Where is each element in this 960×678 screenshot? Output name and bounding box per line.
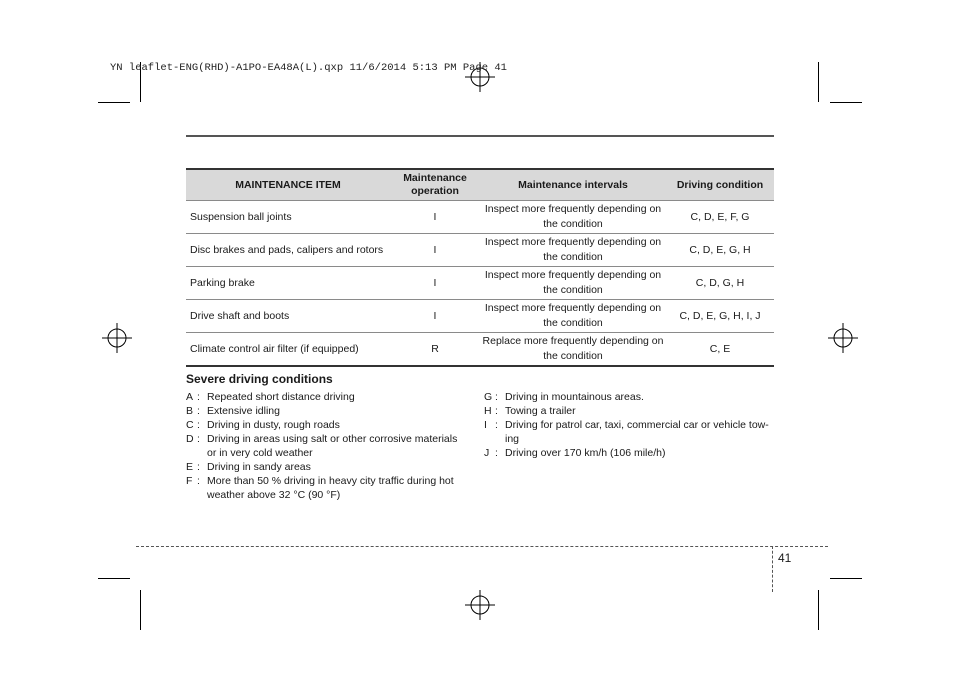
print-slug: YN leaflet-ENG(RHD)-A1PO-EA48A(L).qxp 11/6/2014 5:13 PM Page 41: [110, 62, 507, 74]
cell-operation: R: [390, 333, 480, 367]
condition-key: E: [186, 461, 194, 473]
list-item: E : Driving in sandy areas: [186, 460, 466, 474]
cell-interval: Inspect more frequently depending on the condition: [480, 267, 666, 300]
list-item: A : Repeated short distance driving: [186, 390, 466, 404]
condition-key: H: [484, 405, 492, 417]
footer-rule: [136, 546, 828, 547]
table-header-row: [186, 169, 774, 201]
list-item: G : Driving in mountainous areas.: [484, 390, 774, 404]
registration-mark-bottom: [465, 590, 495, 620]
condition-key: I: [484, 419, 487, 431]
crop-mark: [98, 102, 130, 103]
conditions-list-left: [186, 390, 466, 502]
condition-text: Driving for patrol car, taxi, commercial car or vehicle tow-ing: [505, 419, 769, 445]
page-number: 41: [778, 551, 792, 565]
crop-mark: [818, 590, 819, 630]
cell-operation: I: [390, 234, 480, 267]
header-maintenance-operation: Maintenance operation: [390, 169, 480, 201]
condition-text: Driving in mountainous areas.: [505, 391, 644, 403]
crop-mark: [98, 578, 130, 579]
table-row: [186, 300, 774, 333]
cell-item: Drive shaft and boots: [186, 300, 390, 333]
maintenance-table: [186, 168, 774, 367]
list-item: I : Driving for patrol car, taxi, commercial car or vehicle tow-ing: [484, 418, 774, 446]
condition-key: D: [186, 433, 194, 445]
header-maintenance-item: MAINTENANCE ITEM: [186, 169, 390, 201]
cell-condition: C, E: [666, 333, 774, 367]
cell-interval: Inspect more frequently depending on the condition: [480, 201, 666, 234]
list-item: B : Extensive idling: [186, 404, 466, 418]
crop-mark: [830, 102, 862, 103]
cell-interval: Inspect more frequently depending on the condition: [480, 234, 666, 267]
list-item: D : Driving in areas using salt or other corrosive materials or in very cold weather: [186, 432, 466, 460]
cell-item: Disc brakes and pads, calipers and rotors: [186, 234, 390, 267]
cell-interval: Inspect more frequently depending on the condition: [480, 300, 666, 333]
table-row: [186, 234, 774, 267]
cell-operation: I: [390, 267, 480, 300]
list-item: J : Driving over 170 km/h (106 mile/h): [484, 446, 774, 460]
section-title: Severe driving conditions: [186, 372, 333, 386]
list-item: C : Driving in dusty, rough roads: [186, 418, 466, 432]
table-row: [186, 201, 774, 234]
condition-key: A: [186, 391, 194, 403]
condition-key: B: [186, 405, 194, 417]
header-rule: [186, 135, 774, 137]
cell-operation: I: [390, 201, 480, 234]
crop-mark: [830, 578, 862, 579]
table-row: [186, 333, 774, 367]
conditions-list-right: [484, 390, 774, 460]
cell-condition: C, D, E, G, H, I, J: [666, 300, 774, 333]
condition-text: Driving in areas using salt or other corrosive materials or in very cold weather: [207, 433, 458, 459]
condition-key: F: [186, 475, 193, 487]
cell-operation: I: [390, 300, 480, 333]
condition-text: Extensive idling: [207, 405, 280, 417]
condition-text: Driving over 170 km/h (106 mile/h): [505, 447, 666, 459]
registration-mark-left: [102, 323, 132, 353]
condition-text: More than 50 % driving in heavy city traffic during hot weather above 32 °C (90 °F): [207, 475, 454, 501]
condition-key: G: [484, 391, 493, 403]
cell-item: Climate control air filter (if equipped): [186, 333, 390, 367]
cell-condition: C, D, E, G, H: [666, 234, 774, 267]
header-driving-condition: Driving condition: [666, 169, 774, 201]
crop-mark: [140, 590, 141, 630]
cell-condition: C, D, E, F, G: [666, 201, 774, 234]
cell-interval: Replace more frequently depending on the condition: [480, 333, 666, 367]
condition-text: Towing a trailer: [505, 405, 576, 417]
condition-key: J: [484, 447, 490, 459]
list-item: F : More than 50 % driving in heavy city traffic during hot weather above 32 °C (90 °F): [186, 474, 466, 502]
table-row: [186, 267, 774, 300]
condition-key: C: [186, 419, 194, 431]
cell-item: Parking brake: [186, 267, 390, 300]
condition-text: Driving in dusty, rough roads: [207, 419, 340, 431]
condition-text: Driving in sandy areas: [207, 461, 311, 473]
cell-item: Suspension ball joints: [186, 201, 390, 234]
condition-text: Repeated short distance driving: [207, 391, 355, 403]
cell-condition: C, D, G, H: [666, 267, 774, 300]
registration-mark-right: [828, 323, 858, 353]
crop-mark: [818, 62, 819, 102]
footer-divider: [772, 546, 773, 592]
header-maintenance-intervals: Maintenance intervals: [480, 169, 666, 201]
list-item: H : Towing a trailer: [484, 404, 774, 418]
